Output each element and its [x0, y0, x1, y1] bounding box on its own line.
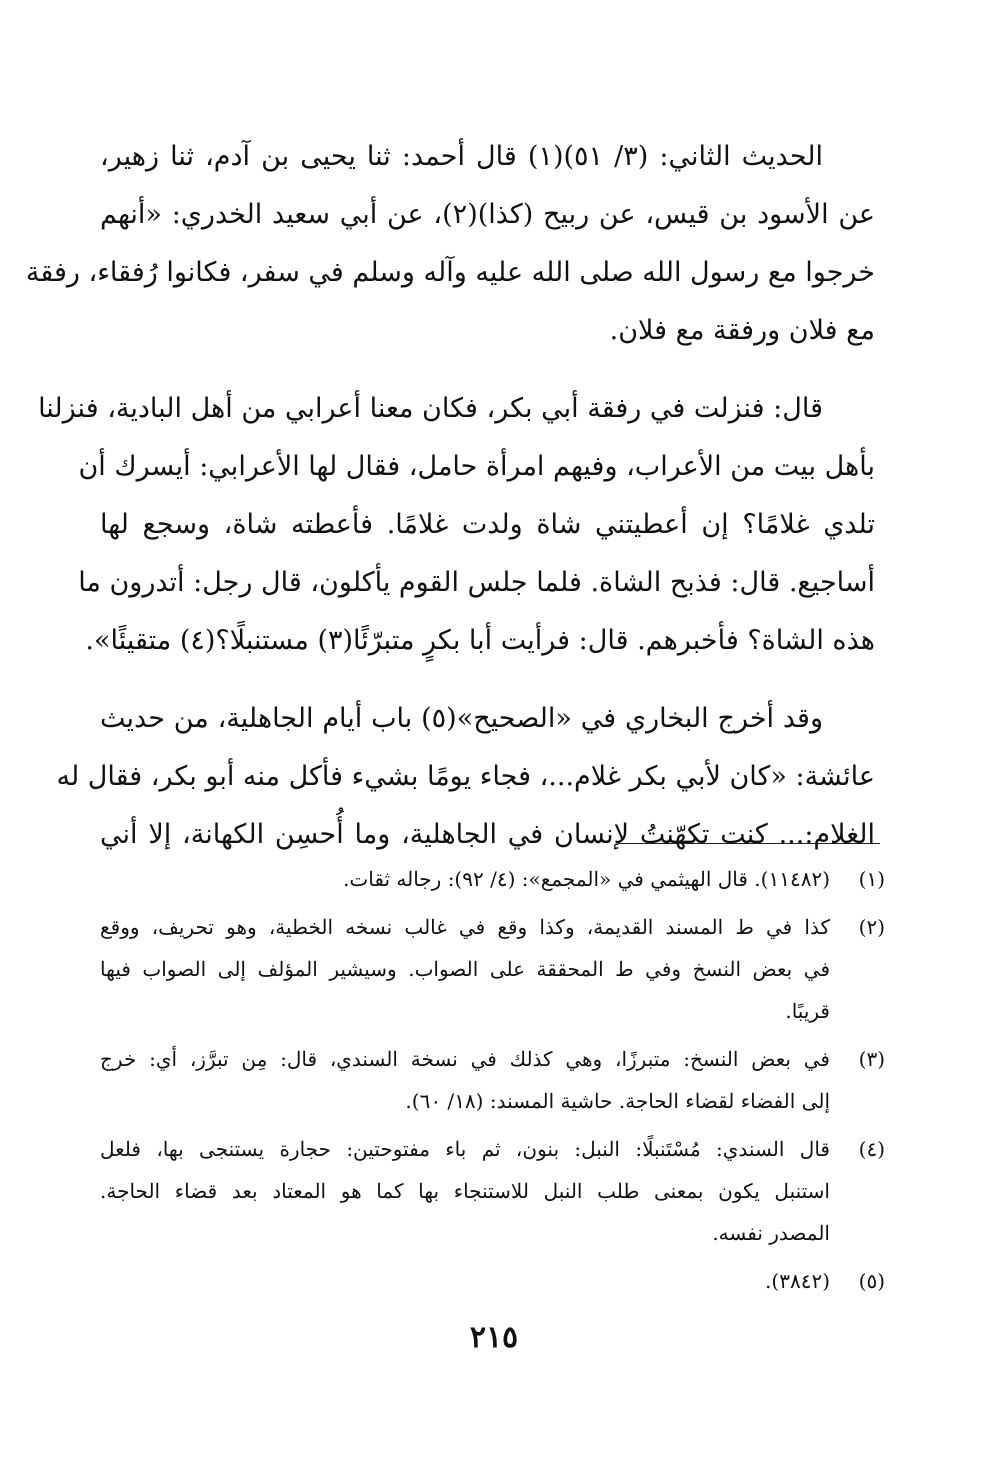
footnote-line: إلى الفضاء لقضاء الحاجة. حاشية المسند: (١٨/ ٦٠).	[405, 1089, 830, 1113]
text-line: عن الأسود بن قيس، عن ربيح (كذا)(٢)، عن أبي سعيد الخدري: «أنهم	[100, 199, 875, 230]
paragraph-1	[25, 128, 875, 360]
text-line: وقد أخرج البخاري في «الصحيح»(٥) باب أيام الجاهلية، من حديث	[100, 703, 823, 734]
text-line: عائشة: «كان لأبي بكر غلام...، فجاء يومًا بشيء فأكل منه أبو بكر، فقال له	[56, 761, 875, 792]
footnote-1	[100, 858, 885, 900]
footnote-number: (١)	[858, 867, 885, 891]
paragraph-2	[38, 380, 875, 670]
footnote-line: (١١٤٨٢). قال الهيثمي في «المجمع»: (٤/ ٩٢): رجاله ثقات.	[343, 867, 830, 891]
text-line: أساجيع. قال: فذبح الشاة. فلما جلس القوم يأكلون، قال رجل: أتدرون ما	[78, 567, 875, 598]
text-line: بأهل بيت من الأعراب، وفيهم امرأة حامل، فقال لها الأعرابي: أيسرك أن	[78, 451, 875, 482]
paragraph-3	[56, 690, 875, 864]
text-line: هذه الشاة؟ فأخبرهم. قال: فرأيت أبا بكرٍ متبرّئًا(٣) مستنبلًا؟(٤) متقيئًا».	[85, 625, 875, 656]
footnote-line: استنبل يكون بمعنى طلب النبل للاستنجاء بها كما هو المعتاد بعد قضاء الحاجة.	[100, 1179, 830, 1203]
text-line: مع فلان ورفقة مع فلان.	[609, 315, 875, 346]
footnote-line: في بعض النسخ وفي ط المحققة على الصواب. وسيشير المؤلف إلى الصواب فيها	[100, 957, 830, 981]
footnote-5	[100, 1260, 885, 1302]
page-number: ٢١٥	[469, 1320, 519, 1355]
footnote-line: قريبًا.	[785, 999, 830, 1023]
text-line: قال: فنزلت في رفقة أبي بكر، فكان معنا أعرابي من أهل البادية، فنزلنا	[38, 393, 823, 424]
paragraph-gap	[100, 670, 875, 690]
footnote-2	[100, 906, 885, 1032]
footnote-line: (٣٨٤٢).	[765, 1269, 830, 1293]
text-line: الغلام:... كنت تكهّنتُ لإنسان في الجاهلية، وما أُحسِن الكهانة، إلا أني	[100, 819, 875, 850]
footnote-line: قال السندي: مُسْتَنبلًا: النبل: بنون، ثم باء مفتوحتين: حجارة يستنجى بها، فلعل	[100, 1137, 830, 1161]
footnote-line: المصدر نفسه.	[712, 1221, 830, 1245]
paragraph-gap	[100, 360, 875, 380]
footnote-line: كذا في ط المسند القديمة، وكذا وقع في غالب نسخه الخطية، وهو تحريف، ووقع	[100, 915, 830, 939]
footnote-3	[100, 1038, 885, 1122]
footnotes	[100, 858, 885, 1308]
text-line: خرجوا مع رسول الله صلى الله عليه وآله وسلم في سفر، فكانوا رُفقاء، رفقة	[25, 257, 875, 288]
footnote-4	[100, 1128, 885, 1254]
footnote-number: (٣)	[858, 1047, 885, 1071]
text-line: تلدي غلامًا؟ إن أعطيتني شاة ولدت غلامًا. فأعطته شاة، وسجع لها	[100, 509, 875, 540]
footnote-number: (٤)	[858, 1137, 885, 1161]
footnote-divider	[618, 843, 880, 844]
footnote-line: في بعض النسخ: متبرزًا، وهي كذلك في نسخة السندي، قال: مِن تبرَّز، أي: خرج	[100, 1047, 830, 1071]
footnote-number: (٢)	[858, 915, 885, 939]
main-text	[25, 128, 875, 864]
text-line: الحديث الثاني: (٣/ ٥١)(١) قال أحمد: ثنا يحيى بن آدم، ثنا زهير،	[100, 141, 823, 172]
footnote-number: (٥)	[858, 1269, 885, 1293]
